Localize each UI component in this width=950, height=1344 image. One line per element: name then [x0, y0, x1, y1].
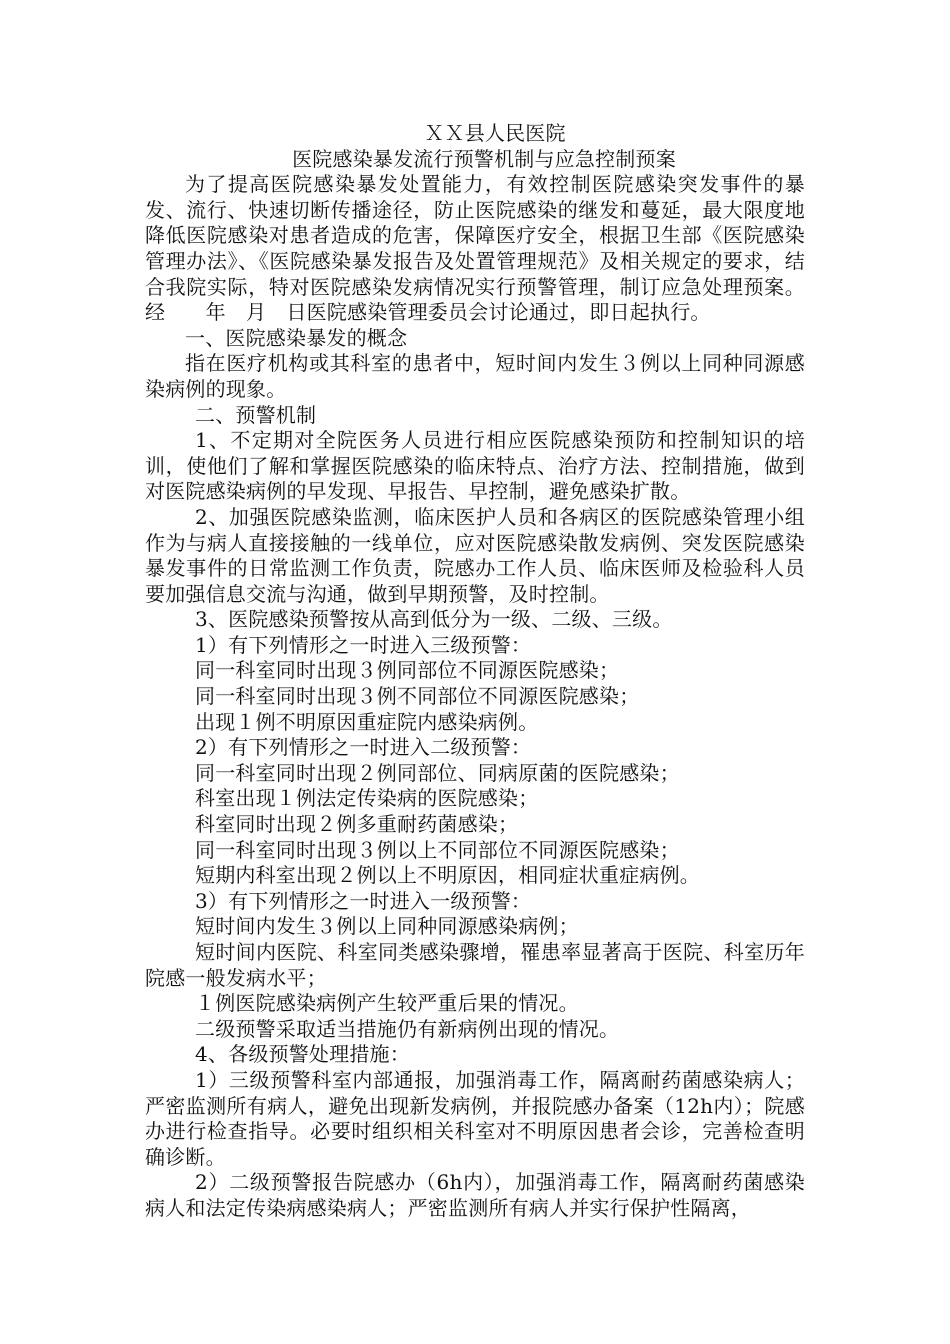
paragraph: １例医院感染病例产生较严重后果的情况。	[195, 991, 579, 1016]
paragraph-list	[145, 172, 805, 1221]
paragraph: 科室同时出现２例多重耐药菌感染；	[195, 812, 519, 837]
paragraph: 二级预警采取适当措施仍有新病例出现的情况。	[195, 1016, 620, 1041]
paragraph: 同一科室同时出现２例同部位、同病原菌的医院感染；	[195, 760, 680, 785]
paragraph: 1）三级预警科室内部通报，加强消毒工作，隔离耐药菌感染病人；严密监测所有病人，避免出现新发病例，并报院感办备案（12h内）；院感办进行检查指导。必要时组织相关科室对不明原因患者会诊，完善检查明确诊断。	[145, 1067, 805, 1169]
paragraph: 同一科室同时出现３例不同部位不同源医院感染；	[195, 684, 640, 709]
paragraph: 科室出现１例法定传染病的医院感染；	[195, 786, 539, 811]
document-title: 医院感染暴发流行预警机制与应急控制预案	[292, 146, 676, 171]
paragraph: 出现１例不明原因重症院内感染病例。	[195, 709, 539, 734]
paragraph: 同一科室同时出现３例同部位不同源医院感染；	[195, 658, 620, 683]
paragraph: 3、医院感染预警按从高到低分为一级、二级、三级。	[195, 607, 673, 632]
paragraph: 一、医院感染暴发的概念	[185, 325, 408, 350]
document-body	[145, 121, 805, 1222]
hospital-title: ＸＸ县人民医院	[424, 121, 566, 145]
paragraph: 2、加强医院感染监测，临床医护人员和各病区的医院感染管理小组作为与病人直接接触的一线单位，应对医院感染散发病例、突发医院感染暴发事件的日常监测工作负责，院感办工作人员、临床医师及检验科人员要加强信息交流与沟通，做到早期预警，及时控制。	[145, 504, 805, 606]
paragraph: 3）有下列情形之一时进入一级预警：	[195, 888, 532, 913]
paragraph: 2）二级预警报告院感办（6h内），加强消毒工作，隔离耐药菌感染病人和法定传染病感染病人；严密监测所有病人并实行保护性隔离，	[145, 1170, 805, 1220]
paragraph: 同一科室同时出现３例以上不同部位不同源医院感染；	[195, 837, 680, 862]
paragraph: 4、各级预警处理措施：	[195, 1042, 410, 1067]
paragraph: 2）有下列情形之一时进入二级预警：	[195, 735, 532, 760]
paragraph: 为了提高医院感染暴发处置能力，有效控制医院感染突发事件的暴发、流行、快速切断传播途径，防止医院感染的继发和蔓延，最大限度地降低医院感染对患者造成的危害，保障医疗安全，根据卫生部《医院感染管理办法》、《医院感染暴发报告及处置管理规范》及相关规定的要求，结合我院实际，特对医院感染发病情况实行预警管理，制订应急处理预案。经 年 月 日医院感染管理委员会讨论通过，即日起执行。	[145, 172, 805, 325]
paragraph: 短期内科室出现２例以上不明原因，相同症状重症病例。	[195, 863, 700, 888]
paragraph: 二、预警机制	[195, 402, 317, 427]
paragraph: 短时间内医院、科室同类感染骤增，罹患率显著高于医院、科室历年院感一般发病水平；	[145, 940, 805, 990]
paragraph: 1）有下列情形之一时进入三级预警：	[195, 632, 532, 657]
paragraph: 1、不定期对全院医务人员进行相应医院感染预防和控制知识的培训，使他们了解和掌握医院感染的临床特点、治疗方法、控制措施，做到对医院感染病例的早发现、早报告、早控制，避免感染扩散。	[145, 428, 805, 504]
paragraph: 短时间内发生３例以上同种同源感染病例；	[195, 914, 579, 939]
paragraph: 指在医疗机构或其科室的患者中，短时间内发生３例以上同种同源感染病例的现象。	[145, 351, 805, 401]
